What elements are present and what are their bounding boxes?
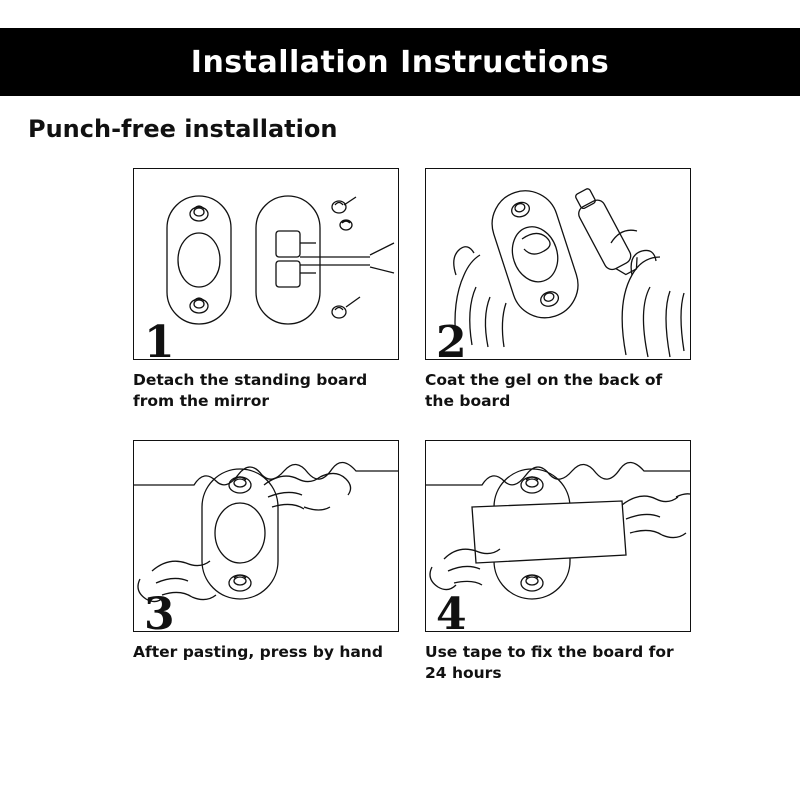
steps-row-1	[133, 168, 693, 424]
step-3-figure	[133, 440, 399, 632]
page-title: Installation Instructions	[190, 44, 610, 80]
steps-row-2	[133, 440, 693, 696]
step-4-number: 4	[436, 588, 467, 632]
step-3-number: 3	[144, 588, 175, 632]
step-2-number: 2	[436, 317, 467, 360]
step-1-caption: Detach the standing board from the mirror	[133, 371, 368, 410]
header-bar	[0, 28, 800, 96]
step-1-number: 1	[144, 317, 175, 360]
step-2	[425, 168, 693, 412]
steps-grid	[133, 168, 693, 696]
step-2-figure	[425, 168, 691, 360]
step-4-figure	[425, 440, 691, 632]
step-4	[425, 440, 693, 684]
step-1	[133, 168, 401, 412]
step-4-caption: Use tape to fix the board for 24 hours	[425, 642, 674, 682]
step-3-caption: After pasting, press by hand	[133, 642, 383, 661]
step-2-caption: Coat the gel on the back of the board	[425, 371, 663, 410]
step-3	[133, 440, 401, 684]
section-heading: Punch-free installation	[28, 115, 338, 143]
step-1-figure	[133, 168, 399, 360]
